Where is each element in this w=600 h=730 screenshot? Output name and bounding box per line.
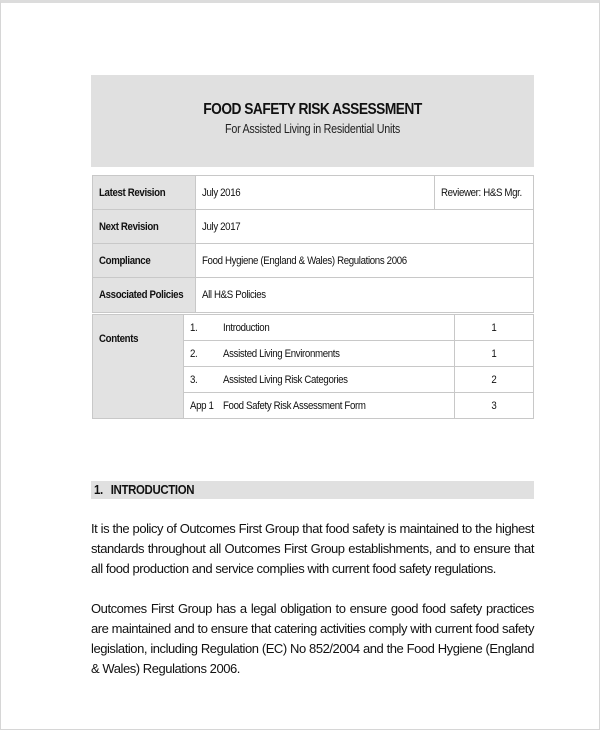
table-row (93, 244, 534, 278)
item-page: 1 (455, 315, 534, 341)
revision-table (92, 175, 534, 313)
section-heading (91, 481, 534, 499)
item-number: 3. (184, 367, 217, 393)
row-value: July 2016 (195, 176, 434, 210)
reviewer-cell: Reviewer: H&S Mgr. (435, 176, 534, 210)
contents-label: Contents (93, 315, 184, 419)
table-row (93, 210, 534, 244)
table-row (93, 176, 534, 210)
title-box (91, 75, 534, 167)
document-title: FOOD SAFETY RISK ASSESSMENT (203, 101, 422, 118)
row-value: Food Hygiene (England & Wales) Regulations 2006 (195, 244, 533, 278)
row-label: Associated Policies (93, 278, 196, 313)
row-value: July 2017 (195, 210, 533, 244)
item-number: App 1 (184, 393, 217, 419)
item-page: 1 (455, 341, 534, 367)
item-number: 1. (184, 315, 217, 341)
intro-paragraph-2: Outcomes First Group has a legal obligation to ensure good food safety practices are maintained and to ensure that catering activities comply with current food safety legislation, including Regulation (EC) No 852/2004 and the Food Hygiene (England & Wales) Regulations 2006. (91, 601, 534, 676)
row-value: All H&S Policies (195, 278, 533, 313)
item-title[interactable]: Assisted Living Environments (217, 341, 455, 367)
item-page: 2 (455, 367, 534, 393)
section-title: INTRODUCTION (110, 482, 195, 497)
contents-table (92, 314, 534, 419)
item-title[interactable]: Food Safety Risk Assessment Form (217, 393, 455, 419)
intro-paragraph-1: It is the policy of Outcomes First Group that food safety is maintained to the highest standards throughout all Outcomes First Group establishments, and to ensure that all food production and service complies with current food safety regulations. (91, 521, 534, 576)
document-subtitle: For Assisted Living in Residential Units (225, 122, 400, 136)
table-row (93, 278, 534, 313)
row-label: Compliance (93, 244, 196, 278)
table-row (93, 315, 534, 341)
section-number: 1. (94, 482, 103, 497)
item-number: 2. (184, 341, 217, 367)
row-label: Latest Revision (93, 176, 196, 210)
item-title[interactable]: Introduction (217, 315, 455, 341)
item-page: 3 (455, 393, 534, 419)
item-title[interactable]: Assisted Living Risk Categories (217, 367, 455, 393)
row-label: Next Revision (93, 210, 196, 244)
